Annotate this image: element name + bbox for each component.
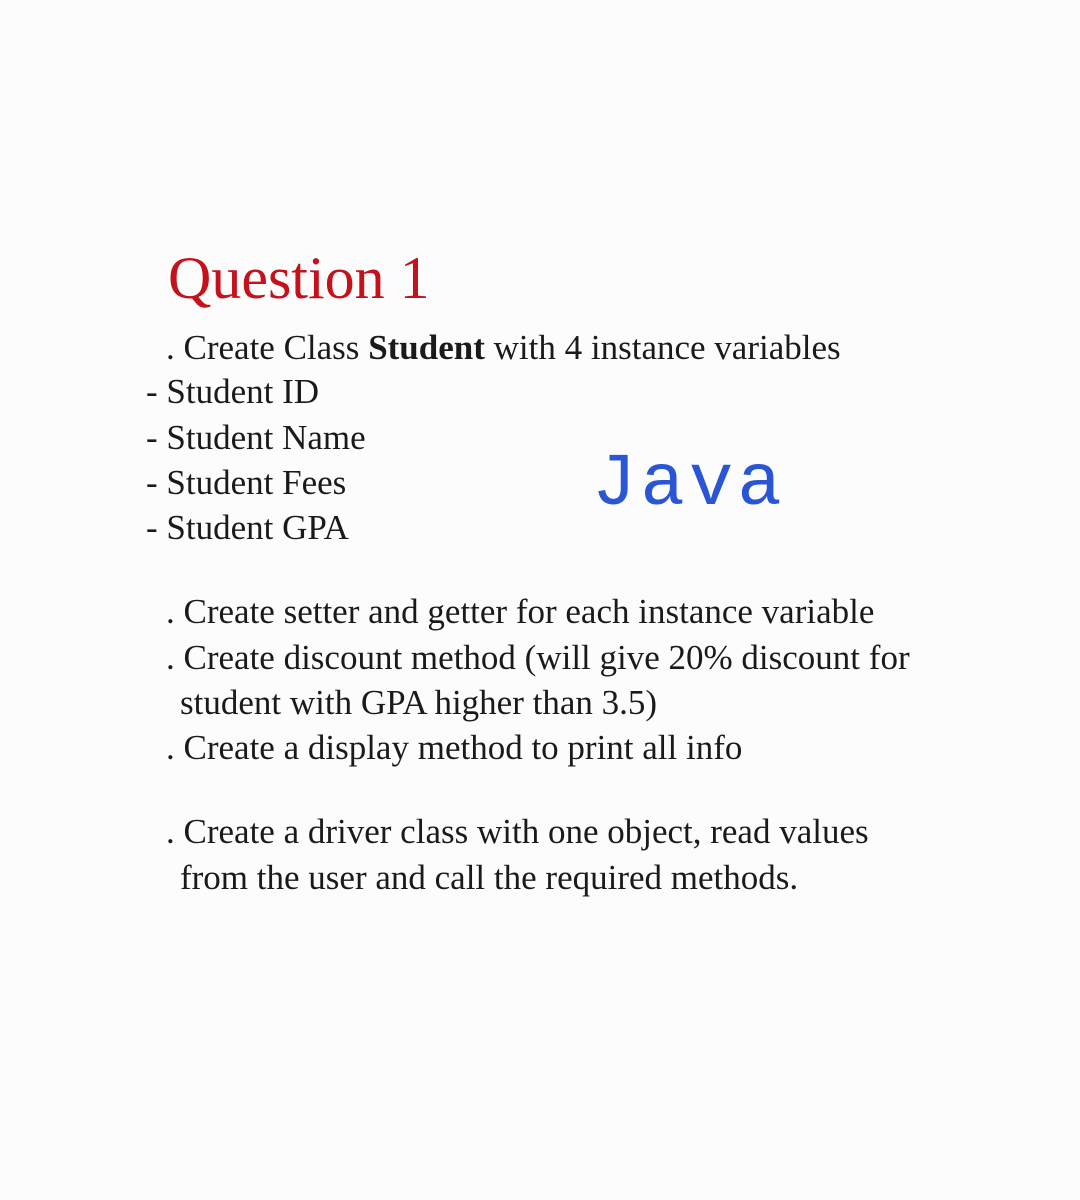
class-intro-line (166, 330, 841, 365)
question-title: Question 1 (168, 245, 430, 311)
task-display-method: . Create a display method to print all info (166, 728, 743, 767)
task-discount-method: . Create discount method (will give 20% discount for (166, 638, 910, 677)
class-name: Student (368, 328, 485, 367)
variable-student-id: - Student ID (146, 372, 320, 411)
variable-student-name: - Student Name (146, 418, 366, 457)
driver-task: . Create a driver class with one object, read values (166, 812, 869, 851)
task-setter-getter: . Create setter and getter for each instance variable (166, 592, 875, 631)
task-discount-method-cont: student with GPA higher than 3.5) (180, 683, 658, 722)
intro-suffix: with 4 instance variables (484, 328, 841, 367)
variable-student-gpa: - Student GPA (146, 508, 349, 547)
language-label: Java (592, 443, 786, 527)
driver-task-cont: from the user and call the required methods. (180, 858, 799, 897)
intro-prefix: . Create Class (166, 328, 369, 367)
variable-student-fees: - Student Fees (146, 463, 347, 502)
